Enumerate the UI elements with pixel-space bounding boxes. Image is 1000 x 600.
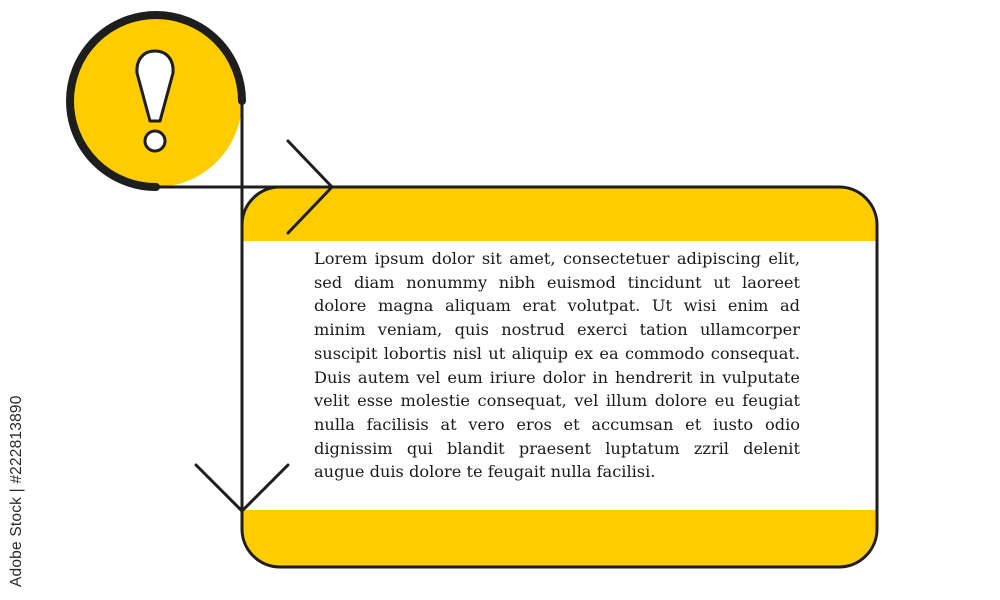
stock-watermark: Adobe Stock | #222813890 <box>8 395 25 587</box>
warning-badge <box>70 15 242 187</box>
notice-body-text: Lorem ipsum dolor sit amet, consectetuer adipiscing elit, sed diam nonummy nibh euismod tincidunt ut laoreet dolore magna aliquam erat volutpat. Ut wisi enim ad minim veniam, quis nostrud exerci tation ullamcorper suscipit lobortis nisl ut aliquip ex ea commodo consequat. Duis autem vel eum iriure dolor in hendrerit in vulputate velit esse molestie consequat, vel illum dolore eu feugiat nulla facilisis at vero eros et accumsan et iusto odio dignissim qui blandit praesent luptatum zzril delenit augue duis dolore te feugait nulla facilisi. <box>314 249 800 482</box>
